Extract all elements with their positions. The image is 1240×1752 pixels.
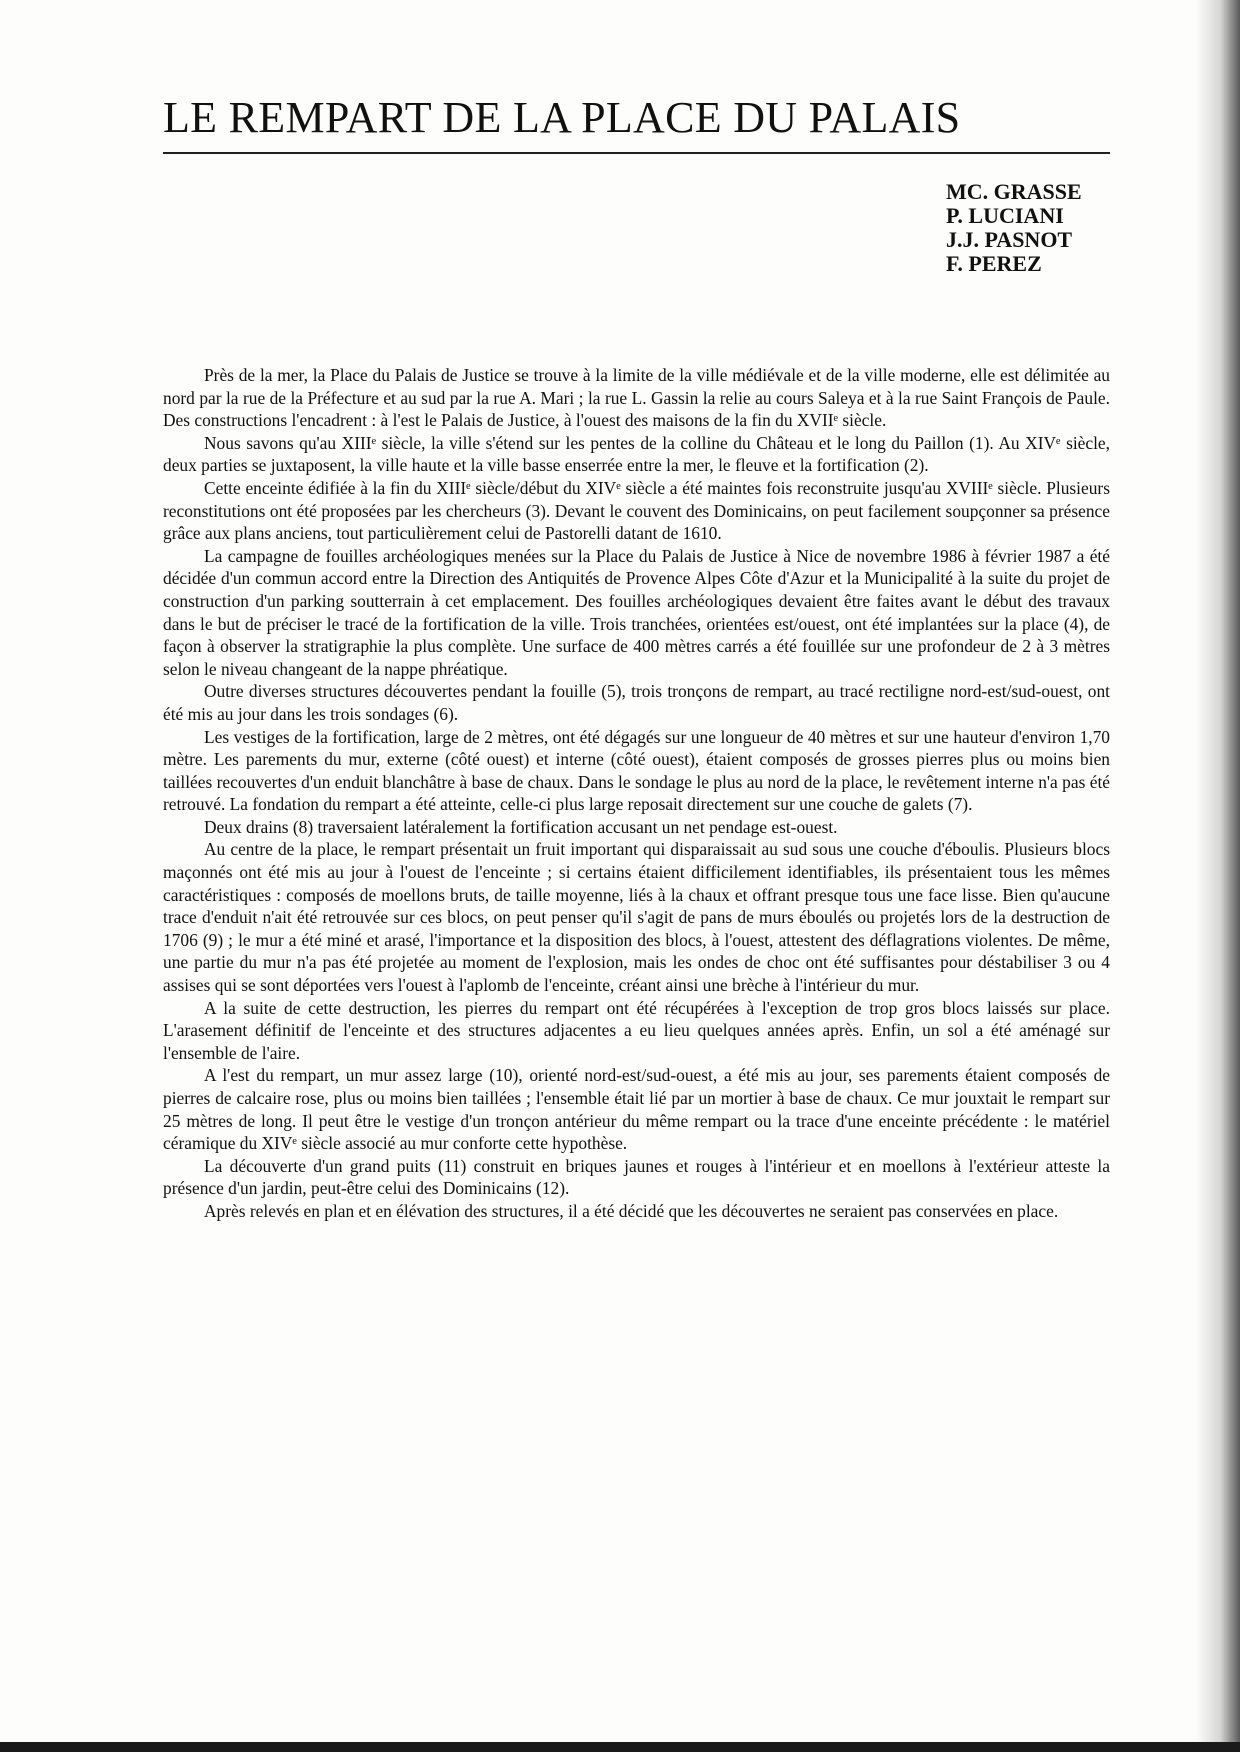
paragraph: Deux drains (8) traversaient latéralement la fortification accusant un net pendage est-ouest.	[204, 816, 838, 837]
scan-bottom-edge	[0, 1742, 1240, 1752]
author-name: P. LUCIANI	[946, 203, 1064, 228]
paragraph: Au centre de la place, le rempart présentait un fruit important qui disparaissait au sud sous une couche d'éboulis. Plusieurs blocs maçonnés ont été mis au jour à l'ouest de l'enceinte ; si certains étaient difficilement identifiables, ils présentaient tous les mêmes caractéristiques : composés de moellons bruts, de taille moyenne, liés à la chaux et offrant presque tous une face lisse. Bien qu'aucune trace d'enduit n'ait été retrouvée sur ces blocs, on peut penser qu'il s'agit de pans de murs éboulés ou projetés lors de la destruction de 1706 (9) ; le mur a été miné et arasé, l'importance et la disposition des blocs, à l'ouest, attestent des déflagrations violentes. De même, une partie du mur n'a pas été projetée au moment de l'explosion, mais les ondes de choc ont été suffisantes pour déstabiliser 3 ou 4 assises qui se sont déportées vers l'ouest à l'aplomb de l'enceinte, créant ainsi une brèche à l'intérieur du mur.	[163, 839, 1110, 996]
paragraph: A la suite de cette destruction, les pierres du rempart ont été récupérées à l'exception de trop gros blocs laissés sur place. L'arasement définitif de l'enceinte et des structures adjacentes a eu lieu quelques années après. Enfin, un sol a été aménagé sur l'ensemble de l'aire.	[163, 997, 1110, 1063]
paragraph: Près de la mer, la Place du Palais de Justice se trouve à la limite de la ville médiévale et de la ville moderne, elle est délimitée au nord par la rue de la Préfecture et au sud par la rue A. Mari ; la rue L. Gassin la relie au cours Saleya et à la rue Saint François de Paule. Des constructions l'encadrent : à l'est le Palais de Justice, à l'ouest des maisons de la fin du XVIIᵉ siècle.	[163, 365, 1110, 431]
author-name: F. PEREZ	[946, 251, 1042, 276]
page-edge-shadow	[1196, 0, 1240, 1752]
author-list	[946, 180, 1082, 276]
paragraph: La découverte d'un grand puits (11) construit en briques jaunes et rouges à l'intérieur et en moellons à l'extérieur atteste la présence d'un jardin, peut-être celui des Dominicains (12).	[163, 1155, 1110, 1199]
paragraph: Nous savons qu'au XIIIᵉ siècle, la ville s'étend sur les pentes de la colline du Château et le long du Paillon (1). Au XIVᵉ siècle, deux parties se juxtaposent, la ville haute et la ville basse enserrée entre la mer, le fleuve et la fortification (2).	[163, 432, 1110, 476]
article-body	[163, 364, 1110, 1223]
paragraph: Outre diverses structures découvertes pendant la fouille (5), trois tronçons de rempart, au tracé rectiligne nord-est/sud-ouest, ont été mis au jour dans les trois sondages (6).	[163, 681, 1110, 724]
title-rule	[163, 152, 1110, 154]
paragraph: Après relevés en plan et en élévation des structures, il a été décidé que les découvertes ne seraient pas conservées en place.	[204, 1200, 1059, 1221]
paragraph: La campagne de fouilles archéologiques menées sur la Place du Palais de Justice à Nice de novembre 1986 à février 1987 a été décidée d'un commun accord entre la Direction des Antiquités de Provence Alpes Côte d'Azur et la Municipalité à la suite du projet de construction d'un parking soutterrain à cet emplacement. Des fouilles archéologiques devaient être faites avant le début des travaux dans le but de préciser le tracé de la fortification de la ville. Trois tranchées, orientées est/ouest, ont été implantées sur la place (4), de façon à observer la stratigraphie la plus complète. Une surface de 400 mètres carrés a été fouillée sur une profondeur de 2 à 3 mètres selon le niveau changeant de la nappe phréatique.	[163, 545, 1110, 679]
paragraph: Les vestiges de la fortification, large de 2 mètres, ont été dégagés sur une longueur de 40 mètres et sur une hauteur d'environ 1,70 mètre. Les parements du mur, externe (côté ouest) et interne (côté ouest), étaient composés de grosses pierres plus ou moins bien taillées recouvertes d'un enduit blanchâtre à base de chaux. Dans le sondage le plus au nord de la place, le revêtement interne n'a pas été retrouvé. La fondation du rempart a été atteinte, celle-ci plus large reposait directement sur une couche de galets (7).	[163, 726, 1110, 815]
paragraph: A l'est du rempart, un mur assez large (10), orienté nord-est/sud-ouest, a été mis au jour, ses parements étaient composés de pierres de calcaire rose, plus ou moins bien taillées ; l'ensemble était lié par un mortier à base de chaux. Ce mur jouxtait le rempart sur 25 mètres de long. Il peut être le vestige d'un tronçon antérieur du même rempart ou la trace d'une enceinte précédente : le matériel céramique du XIVᵉ siècle associé au mur conforte cette hypothèse.	[163, 1065, 1110, 1154]
paragraph: Cette enceinte édifiée à la fin du XIIIᵉ siècle/début du XIVᵉ siècle a été maintes fois reconstruite jusqu'au XVIIIᵉ siècle. Plusieurs reconstitutions ont été proposées par les chercheurs (3). Devant le couvent des Dominicains, on peut facilement soupçonner sa présence grâce aux plans anciens, tout particulièrement celui de Pastorelli datant de 1610.	[163, 477, 1110, 544]
author-name: MC. GRASSE	[946, 179, 1082, 204]
author-name: J.J. PASNOT	[946, 227, 1073, 252]
article-title: LE REMPART DE LA PLACE DU PALAIS	[163, 93, 961, 142]
